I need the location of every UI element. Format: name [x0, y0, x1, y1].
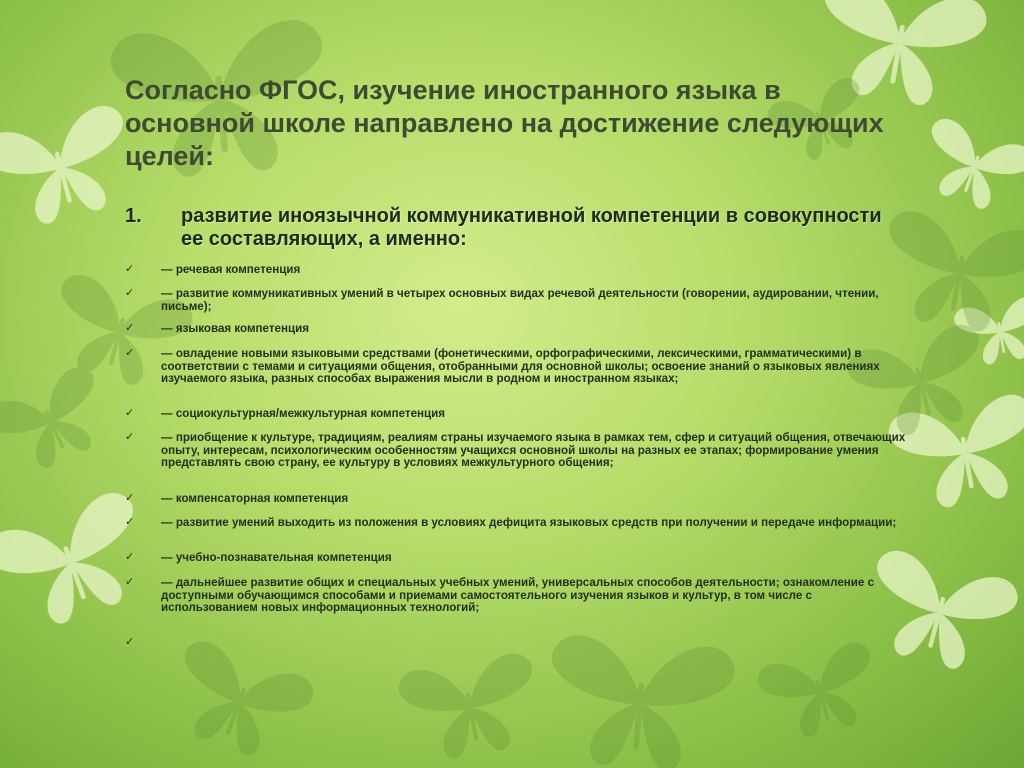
list-item-text: — учебно-познавательная компетенция: [161, 551, 392, 564]
list-item-text: — речевая компетенция: [161, 263, 301, 276]
check-icon: ✓: [125, 407, 135, 419]
check-icon: ✓: [125, 263, 135, 275]
check-icon: ✓: [125, 576, 135, 588]
list-item-text: — социокультурная/межкультурная компетенция: [161, 407, 446, 420]
check-icon: ✓: [125, 322, 135, 334]
check-icon: ✓: [125, 287, 135, 299]
check-icon: ✓: [125, 431, 135, 443]
list-item-text: — развитие умений выходить из положения в условиях дефицита языковых средств при получении и передаче информации;: [161, 516, 897, 529]
list-item-text: — дальнейшее развитие общих и специальных учебных умений, универсальных способов деятельности; ознакомление с доступными обучающимся способами и приемами самостоятельного изучения языков и культур, в том числе с использованием новых информационных технологий;: [161, 576, 875, 614]
list-item-text: — приобщение к культуре, традициям, реалиям страны изучаемого языка в рамках тем, сфер и ситуаций общения, отвечающих опыту, интересам, психологическим особенностям учащихся основной школы на разных ее этапах; формирование умения представлять свою страну, ее культуру в условиях межкультурного общения;: [161, 431, 906, 469]
check-icon: ✓: [125, 347, 135, 359]
point-number: 1.: [125, 205, 142, 227]
check-icon: ✓: [125, 636, 135, 648]
slide-title: Согласно ФГОС, изучение иностранного языка в основной школе направлено на достижение следующих целей:: [125, 75, 884, 171]
list-item-text: — развитие коммуникативных умений в четырех основных видах речевой деятельности (говорении, аудировании, чтении, письме);: [161, 287, 879, 313]
check-icon: ✓: [125, 492, 135, 504]
list-item-text: — овладение новыми языковыми средствами (фонетическими, орфографическими, лексическими, грамматическими) в соответствии c темами и ситуациями общения, отобранными для основной школы; освоение знаний о языковых явлениях изучаемого языка, разных способах выражения мысли в родном и иностранном языках;: [161, 347, 880, 385]
check-icon: ✓: [125, 551, 135, 563]
list-item-text: — языковая компетенция: [161, 322, 309, 335]
point-text: развитие иноязычной коммуникативной компетенции в совокупности ее составляющих, а именно:: [181, 205, 882, 250]
check-icon: ✓: [125, 516, 135, 528]
list-item-text: — компенсаторная компетенция: [161, 492, 349, 505]
